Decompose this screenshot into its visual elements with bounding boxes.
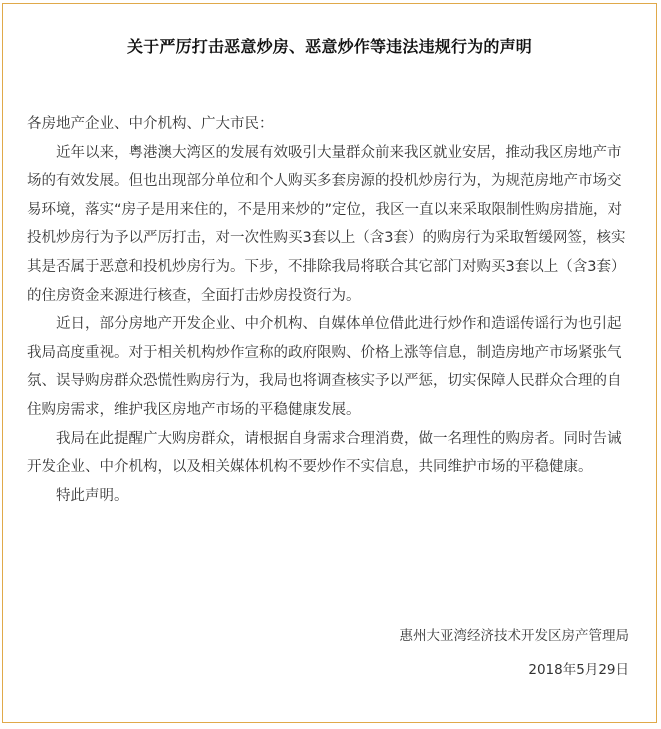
paragraph-4: 特此声明。 xyxy=(56,487,129,504)
paragraph-2: 近日，部分房地产开发企业、中介机构、自媒体单位借此进行炒作和造谣传谣行为也引起我局高度重视。对于相关机构炒作宣称的政府限购、价格上涨等信息，制造房地产市场紧张气氛、误导购房群众恐慌性购房行为，我局也将调查核实予以严惩，切实保障人民群众合理的自住购房需求，维护我区房地产市场的平稳健康发展。 xyxy=(27,316,622,418)
signature-block xyxy=(400,622,630,684)
document-title: 关于严厉打击恶意炒房、恶意炒作等违法违规行为的声明 xyxy=(126,37,532,56)
document-frame xyxy=(2,3,657,723)
signature-date: 2018年5月29日 xyxy=(528,662,629,678)
signature-org: 惠州大亚湾经济技术开发区房产管理局 xyxy=(399,628,629,644)
paragraph-3: 我局在此提醒广大购房群众，请根据自身需求合理消费，做一名理性的购房者。同时告诫开发企业、中介机构，以及相关媒体机构不要炒作不实信息，共同维护市场的平稳健康。 xyxy=(27,430,622,476)
salutation: 各房地产企业、中介机构、广大市民： xyxy=(27,116,274,132)
document-body xyxy=(27,110,632,510)
paragraph-1: 近年以来，粤港澳大湾区的发展有效吸引大量群众前来我区就业安居，推动我区房地产市场的有效发展。但也出现部分单位和个人购买多套房源的投机炒房行为，为规范房地产市场交易环境，落实“房子是用来住的，不是用来炒的”定位，我区一直以来采取限制性购房措施，对投机炒房行为予以严厉打击，对一次性购买3套以上（含3套）的购房行为采取暂缓网签，核实其是否属于恶意和投机炒房行为。下步，不排除我局将联合其它部门对购买3套以上（含3套）的住房资金来源进行核查，全面打击炒房投资行为。 xyxy=(27,144,626,304)
